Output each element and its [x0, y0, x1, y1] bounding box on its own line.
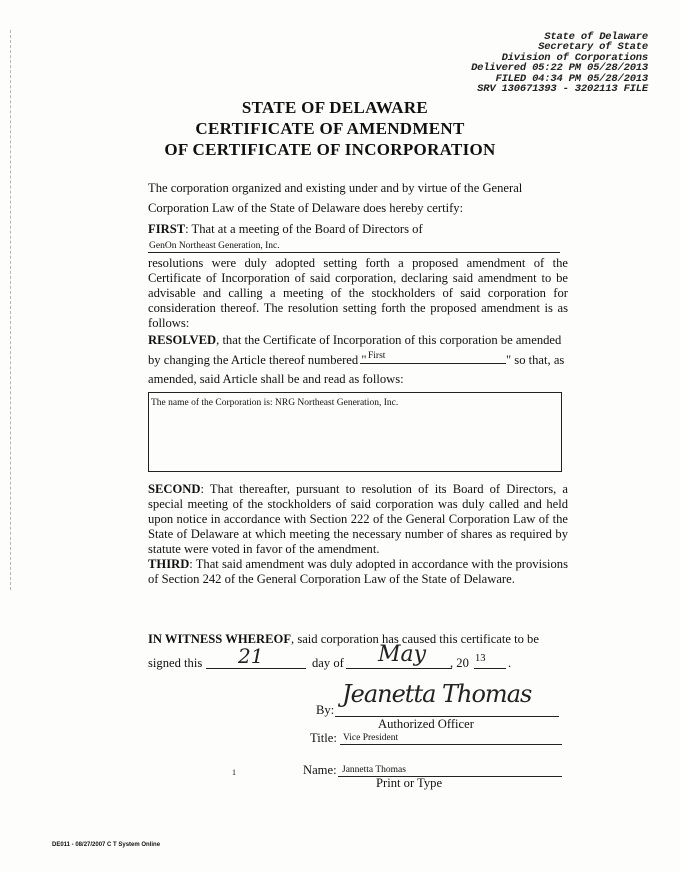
second-body: : That thereafter, pursuant to resolution of its Board of Directors, a special meeting of the stockholders of said corporation was duly called and held upon notice in accordance with Section 222 of the General Corporation Law of the State of Delaware at which meeting the necessary number of shares as required by statute were voted in favor of the amendment.: [148, 482, 568, 556]
article-number-value: First: [368, 351, 386, 361]
resolved-label: RESOLVED: [148, 333, 217, 347]
article-number-rule: [360, 363, 506, 364]
name-field-value: Jannetta Thomas: [342, 765, 406, 775]
form-id-footer: DE011 - 08/27/2007 C T System Online: [52, 842, 161, 848]
company-name-rule: [148, 252, 560, 253]
third-body: : That said amendment was duly adopted in accordance with the provisions of Section 242 of the General Corporation Law of the State of Delaware.: [148, 557, 568, 586]
title-field-rule: [340, 744, 562, 745]
amendment-text-box: [148, 392, 562, 472]
stamp-line: SRV 130671393 - 3202113 FILE: [477, 83, 648, 96]
resolved-line-2-post: " so that, as: [506, 353, 565, 367]
title-line-3: OF CERTIFICATE OF INCORPORATION: [164, 140, 496, 159]
month-rule: [346, 668, 452, 669]
year-rule: [474, 668, 506, 669]
first-text: : That at a meeting of the Board of Directors of: [185, 222, 423, 236]
witness-text: , said corporation has caused this certificate to be: [291, 632, 539, 646]
name-field-rule: [338, 776, 562, 777]
by-label: By:: [316, 703, 335, 717]
title-field-label: Title:: [310, 731, 337, 745]
second-clause: [148, 482, 568, 557]
scan-edge-line: [10, 30, 12, 590]
stamp-line: FILED 04:34 PM 05/28/2013: [495, 72, 648, 85]
witness-label: IN WITNESS WHEREOF: [148, 632, 292, 646]
month-handwritten: May: [378, 642, 427, 667]
name-field-label: Name:: [303, 763, 337, 777]
resolved-line-1: [148, 333, 568, 348]
amendment-text: The name of the Corporation is: NRG Northeast Generation, Inc.: [151, 398, 399, 408]
resolved-line-2-pre: by changing the Article thereof numbered ": [148, 353, 367, 367]
stamp-line: Secretary of State: [538, 41, 648, 54]
day-rule: [206, 668, 306, 669]
resolved-text: , that the Certificate of Incorporation of this corporation be amended: [216, 333, 562, 347]
day-handwritten: 21: [238, 644, 264, 668]
print-or-type-label: Print or Type: [376, 776, 443, 790]
stamp-line: State of Delaware: [544, 31, 648, 43]
first-label: FIRST: [148, 222, 186, 236]
first-clause-header: [148, 222, 423, 237]
signature-handwriting: Jeanetta Thomas: [342, 680, 532, 708]
day-of-label: day of: [312, 656, 344, 670]
first-body: resolutions were duly adopted setting forth a proposed amendment of the Certificate of Incorporation of said corporation, declaring said amendment to be advisable and calling a meeting of the stockholders of said corporation for consideration thereof. The resolution setting forth the proposed amendment is as follows:: [148, 256, 568, 330]
date-period: .: [508, 656, 512, 670]
title-line-2: CERTIFICATE OF AMENDMENT: [195, 119, 465, 138]
year-prefix: , 20: [450, 656, 469, 670]
third-label: THIRD: [148, 557, 190, 571]
intro-line-1: The corporation organized and existing under and by virtue of the General: [148, 181, 523, 195]
filing-stamp: [448, 32, 648, 94]
stray-mark: 1: [232, 768, 236, 777]
title-line-1: STATE OF DELAWARE: [241, 98, 429, 117]
third-clause: [148, 557, 568, 587]
authorized-officer-label: Authorized Officer: [378, 717, 474, 731]
second-label: SECOND: [148, 482, 201, 496]
stamp-line: Division of Corporations: [501, 51, 648, 64]
signed-this-label: signed this: [148, 656, 203, 670]
resolved-line-3: amended, said Article shall be and read as follows:: [148, 372, 404, 386]
company-name-value: GenOn Northeast Generation, Inc.: [149, 241, 280, 251]
witness-line-1: [148, 632, 568, 647]
stamp-line: Delivered 05:22 PM 05/28/2013: [471, 62, 648, 75]
year-value: 13: [475, 653, 486, 664]
intro-line-2: Corporation Law of the State of Delaware does hereby certify:: [148, 201, 464, 215]
title-field-value: Vice President: [343, 733, 399, 743]
